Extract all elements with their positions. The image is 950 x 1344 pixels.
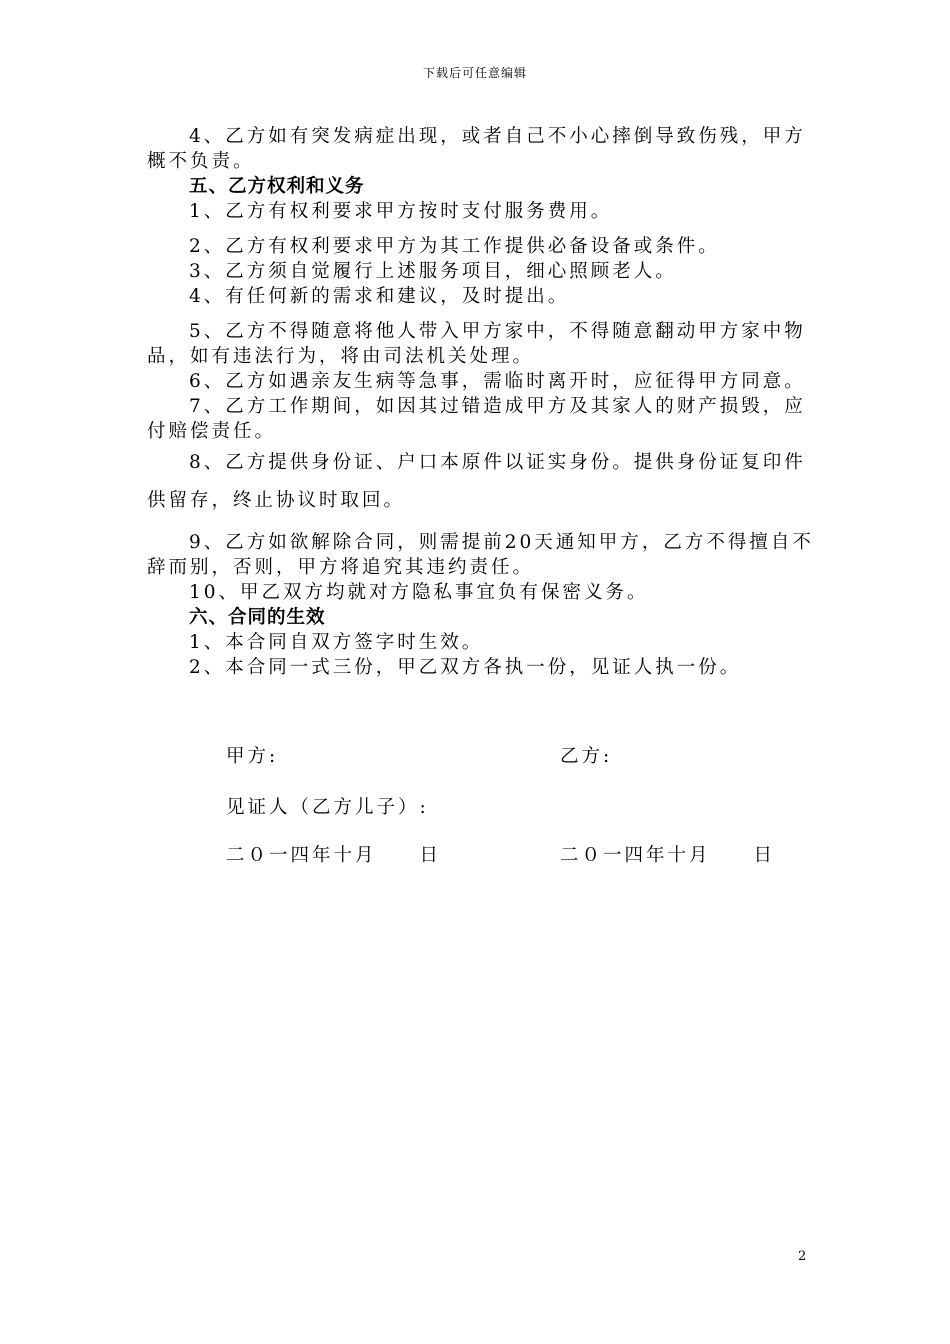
page-header: 下载后可任意编辑 bbox=[422, 66, 527, 80]
party-a-signature-label: 甲方: bbox=[226, 746, 279, 767]
section-5-item-5: 5、乙方不得随意将他人带入甲方家中，不得随意翻动甲方家中物品，如有违法行为，将由司法机关处理。 bbox=[147, 321, 806, 367]
section-5-title: 五、乙方权利和义务 bbox=[189, 176, 365, 197]
section-5-item-4: 4、有任何新的需求和建议，及时提出。 bbox=[189, 286, 570, 307]
document-body bbox=[147, 124, 817, 680]
section-6-item-1: 1、本合同自双方签字时生效。 bbox=[189, 632, 484, 653]
section-5-item-3: 3、乙方须自觉履行上述服务项目，细心照顾老人。 bbox=[189, 261, 677, 282]
section-6-item-2: 2、本合同一式三份，甲乙双方各执一份，见证人执一份。 bbox=[189, 657, 742, 678]
section-5-item-8: 8、乙方提供身份证、户口本原件以证实身份。提供身份证复印件供留存，终止协议时取回。 bbox=[147, 452, 806, 511]
page-number: 2 bbox=[798, 1249, 807, 1264]
section-6-title: 六、合同的生效 bbox=[189, 607, 326, 628]
section-5-item-7: 7、乙方工作期间，如因其过错造成甲方及其家人的财产损毁，应付赔偿责任。 bbox=[147, 396, 806, 442]
section-5-item-9: 9、乙方如欲解除合同，则需提前20天通知甲方，乙方不得擅自不辞而别，否则，甲方将追究其违约责任。 bbox=[147, 532, 814, 578]
section-5-item-1: 1、乙方有权利要求甲方按时支付服务费用。 bbox=[189, 201, 613, 222]
party-b-signature-label: 乙方: bbox=[560, 746, 613, 767]
section-5-item-10: 10、甲乙双方均就对方隐私事宜负有保密义务。 bbox=[189, 582, 649, 603]
section-5-item-2: 2、乙方有权利要求甲方为其工作提供必备设备或条件。 bbox=[189, 236, 720, 257]
section-5-item-6: 6、乙方如遇亲友生病等急事，需临时离开时，应征得甲方同意。 bbox=[189, 371, 806, 392]
party-a-date: 二０一四年十月 日 bbox=[226, 845, 442, 866]
witness-signature-label: 见证人（乙方儿子）: bbox=[226, 797, 429, 818]
clause-4-paragraph: 4、乙方如有突发病症出现，或者自己不小心摔倒导致伤残，甲方概不负责。 bbox=[147, 126, 806, 172]
party-b-date: 二０一四年十月 日 bbox=[560, 845, 776, 866]
